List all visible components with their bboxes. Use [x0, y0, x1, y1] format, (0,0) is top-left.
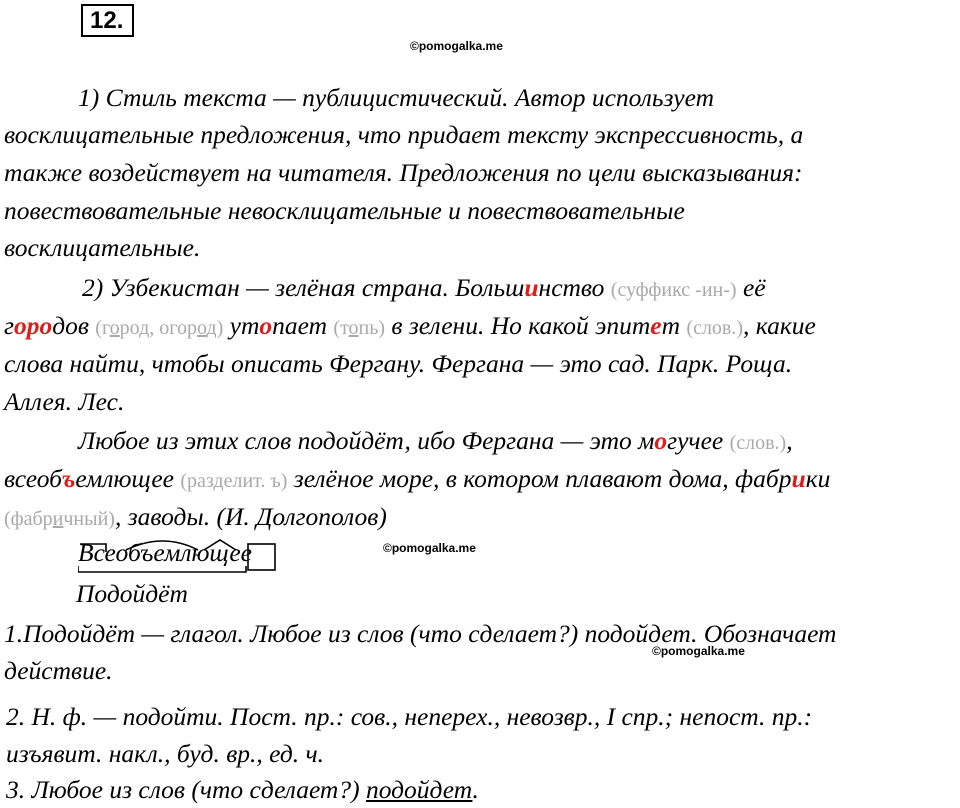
text-fragment: ,: [786, 426, 793, 455]
task-number: 12.: [81, 4, 134, 37]
text-line: 1.Подойдёт — глагол. Любое из слов (что сделает?) подойдет. Обозначает: [4, 619, 837, 648]
text-fragment: нство: [538, 273, 611, 302]
text-fragment: гучее: [667, 426, 730, 455]
grammar-note: [95, 317, 223, 339]
highlighted-letter: о: [259, 311, 273, 340]
watermark: ©pomogalka.me: [383, 541, 476, 555]
root-arc: [126, 541, 198, 550]
text-fragment: Любое из этих слов подойдёт, ибо Фергана — это м: [78, 426, 655, 455]
text-fragment: в зелени. Но какой эпит: [385, 311, 651, 340]
morphemic-analysis: [78, 536, 318, 576]
text-line: [78, 422, 960, 462]
grammar-note: (слов.): [686, 317, 744, 339]
note-fragment: чный): [63, 508, 115, 530]
highlighted-letter: и: [791, 464, 806, 493]
highlighted-letter: о: [654, 426, 668, 455]
text-line: [82, 269, 960, 309]
text-line: 1) Стиль текста — публицистический. Автор использует: [78, 83, 714, 112]
text-fragment: ки: [805, 464, 831, 493]
text-fragment: дов: [52, 311, 96, 340]
highlighted-letter: ъ: [61, 464, 76, 493]
text-fragment: г: [4, 311, 14, 340]
note-fragment: (т: [333, 317, 349, 339]
text-line: также воздействует на читателя. Предложения по цели высказывания:: [4, 158, 803, 187]
ending-box: [248, 544, 275, 570]
text-line: 2. Н. ф. — подойти. Пост. пр.: сов., неперех., невозвр., I спр.; непост. пр.:: [6, 702, 813, 731]
grammar-note: (разделит. ъ): [180, 470, 288, 492]
text-fragment: , какие: [743, 311, 816, 340]
text-line: повествовательные невосклицательные и повествовательные: [4, 196, 685, 225]
underlined-predicate: подойдет: [365, 775, 473, 804]
watermark: ©pomogalka.me: [652, 644, 745, 658]
grammar-note: (суффикс -ин-): [610, 279, 737, 301]
note-fragment: (фабр: [4, 508, 53, 530]
note-fragment: род, огор: [119, 317, 197, 339]
watermark: ©pomogalka.me: [410, 39, 503, 53]
grammar-note: (слов.): [729, 432, 787, 454]
suffix-mark: [204, 540, 236, 550]
morphemic-word: Всеобъемлющее: [78, 538, 252, 567]
text-fragment: зелёное море, в котором плавают дома, фабр: [287, 464, 792, 493]
text-line: восклицательные.: [4, 233, 201, 262]
text-fragment: т: [661, 311, 687, 340]
stem-bracket: [78, 566, 246, 572]
text-fragment: 2) Узбекистан — зелёная страна. Больш: [82, 273, 525, 302]
text-fragment: её: [736, 273, 766, 302]
note-underlined-letter: о: [196, 317, 207, 339]
note-underlined-letter: о: [109, 317, 120, 339]
text-line: [4, 460, 956, 500]
text-line: Аллея. Лес.: [4, 387, 125, 416]
highlighted-letter: оро: [13, 311, 53, 340]
text-line: изъявит. накл., буд. вр., ед. ч.: [6, 739, 325, 768]
note-fragment: (г: [95, 317, 110, 339]
text-fragment: ут: [223, 311, 260, 340]
grammar-note: [4, 508, 115, 530]
prefix-mark: [80, 544, 106, 552]
grammar-note: [333, 317, 385, 339]
text-line: восклицательные предложения, что придает тексту экспрессивность, а: [4, 120, 804, 149]
note-fragment: д): [206, 317, 224, 339]
highlighted-letter: е: [650, 311, 662, 340]
text-fragment: .: [472, 775, 479, 804]
analysis-heading: Подойдёт: [76, 579, 188, 608]
text-line: [6, 771, 958, 808]
note-fragment: пь): [358, 317, 386, 339]
text-line: действие.: [4, 656, 113, 685]
morpheme-marks: [78, 536, 318, 576]
highlighted-letter: и: [524, 273, 539, 302]
note-underlined-letter: и: [52, 508, 64, 530]
text-fragment: 3. Любое из слов (что сделает?): [6, 775, 366, 804]
text-line: [4, 498, 956, 538]
text-line: слова найти, чтобы описать Фергану. Фергана — это сад. Парк. Роща.: [4, 349, 793, 378]
text-line: [4, 307, 956, 347]
text-fragment: емлющее: [75, 464, 181, 493]
note-underlined-letter: о: [348, 317, 359, 339]
text-fragment: всеоб: [4, 464, 62, 493]
text-fragment: , заводы. (И. Долгополов): [114, 502, 387, 531]
text-fragment: пает: [272, 311, 334, 340]
